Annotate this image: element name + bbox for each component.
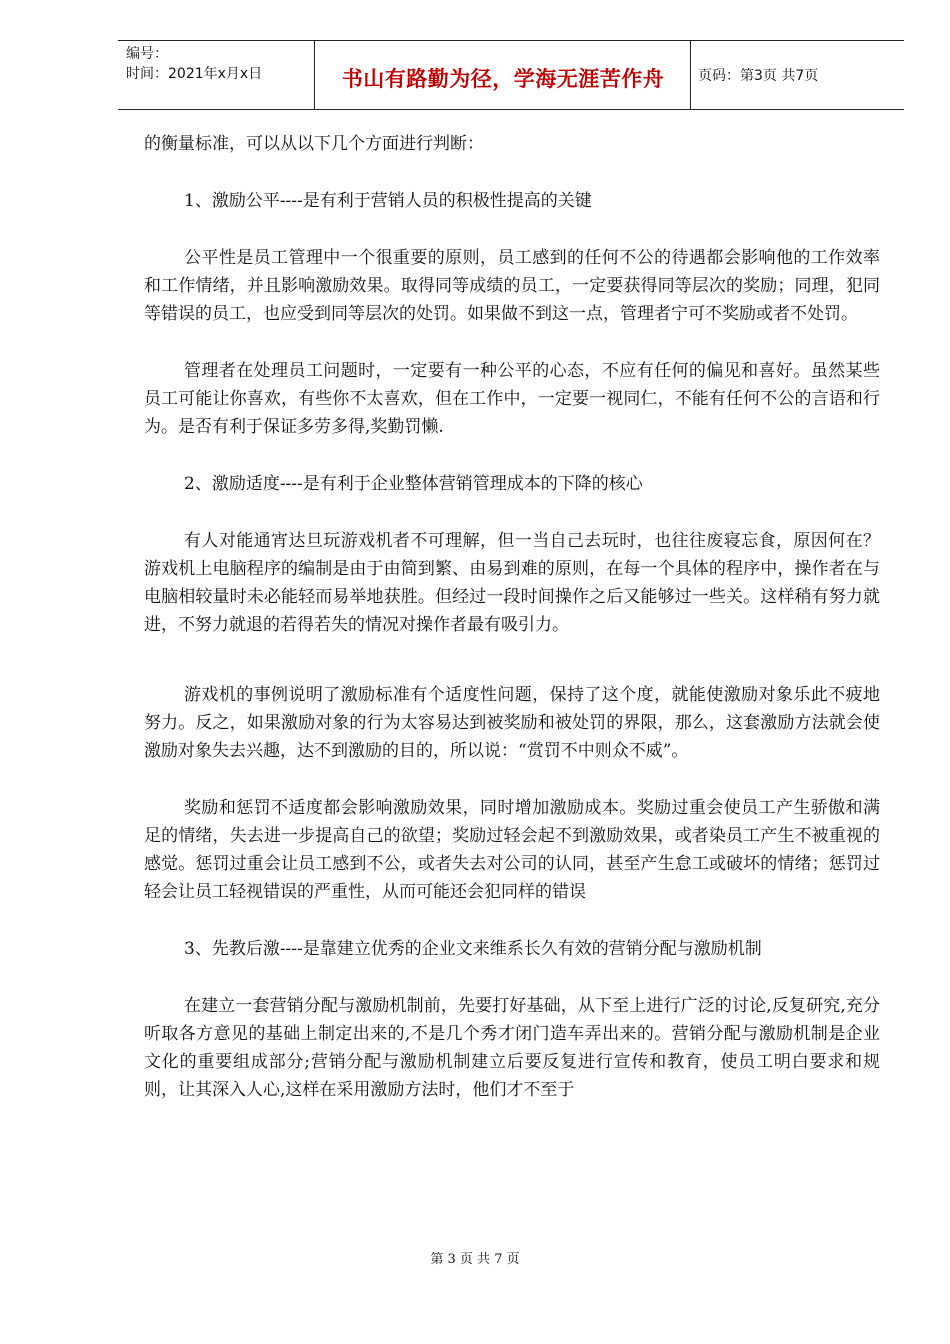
section-heading: 2、激励适度----是有利于企业整体营销管理成本的下降的核心 (184, 474, 643, 494)
document-body (144, 130, 880, 1133)
header-page-info: 页码：第3页 共7页 (698, 68, 819, 84)
paragraph: 奖励和惩罚不适度都会影响激励效果，同时增加激励成本。奖励过重会使员工产生骄傲和满足的情绪，失去进一步提高自己的欲望；奖励过轻会起不到激励效果，或者染员工产生不被重视的感觉。惩罚过重会让员工感到不公，或者失去对公司的认同，甚至产生怠工或破坏的情绪；惩罚过轻会让员工轻视错误的严重性，从而可能还会犯同样的错误 (144, 798, 880, 902)
section-heading: 1、激励公平----是有利于营销人员的积极性提高的关键 (184, 191, 592, 211)
header-motto: 书山有路勤为径，学海无涯苦作舟 (341, 67, 665, 91)
paragraph: 管理者在处理员工问题时，一定要有一种公平的心态，不应有任何的偏见和喜好。虽然某些员工可能让你喜欢，有些你不太喜欢，但在工作中，一定要一视同仁，不能有任何不公的言语和行为。是否有利于保证多劳多得,奖勤罚懒. (144, 361, 880, 437)
page-header (118, 40, 904, 110)
paragraph: 有人对能通宵达旦玩游戏机者不可理解，但一当自己去玩时，也往往废寝忘食，原因何在？游戏机上电脑程序的编制是由于由简到繁、由易到难的原则，在每一个具体的程序中，操作者在与电脑相较量时未必能轻而易举地获胜。但经过一段时间操作之后又能够过一些关。这样稍有努力就进，不努力就退的若得若失的情况对操作者最有吸引力。 (144, 531, 880, 635)
number-label: 编号： (126, 46, 168, 62)
header-divider (314, 41, 315, 109)
paragraph: 的衡量标准，可以从以下几个方面进行判断： (144, 134, 484, 154)
header-divider (690, 41, 691, 109)
time-label: 时间：2021年x月x日 (126, 66, 263, 82)
header-meta (126, 44, 262, 84)
paragraph: 在建立一套营销分配与激励机制前，先要打好基础，从下至上进行广泛的讨论,反复研究,充分听取各方意见的基础上制定出来的,不是几个秀才闭门造车弄出来的。营销分配与激励机制是企业文化的重要组成部分;营销分配与激励机制建立后要反复进行宣传和教育，使员工明白要求和规则，让其深入人心,这样在采用激励方法时，他们才不至于 (144, 996, 880, 1100)
page-footer: 第 3 页 共 7 页 (430, 1252, 520, 1267)
section-heading: 3、先教后激----是靠建立优秀的企业文来维系长久有效的营销分配与激励机制 (184, 939, 762, 959)
paragraph: 游戏机的事例说明了激励标准有个适度性问题，保持了这个度，就能使激励对象乐此不疲地努力。反之，如果激励对象的行为太容易达到被奖励和被处罚的界限，那么，这套激励方法就会使激励对象失去兴趣，达不到激励的目的，所以说：“赏罚不中则众不威”。 (144, 685, 880, 761)
paragraph: 公平性是员工管理中一个很重要的原则，员工感到的任何不公的待遇都会影响他的工作效率和工作情绪，并且影响激励效果。取得同等成绩的员工，一定要获得同等层次的奖励；同理，犯同等错误的员工，也应受到同等层次的处罚。如果做不到这一点，管理者宁可不奖励或者不处罚。 (144, 248, 880, 324)
